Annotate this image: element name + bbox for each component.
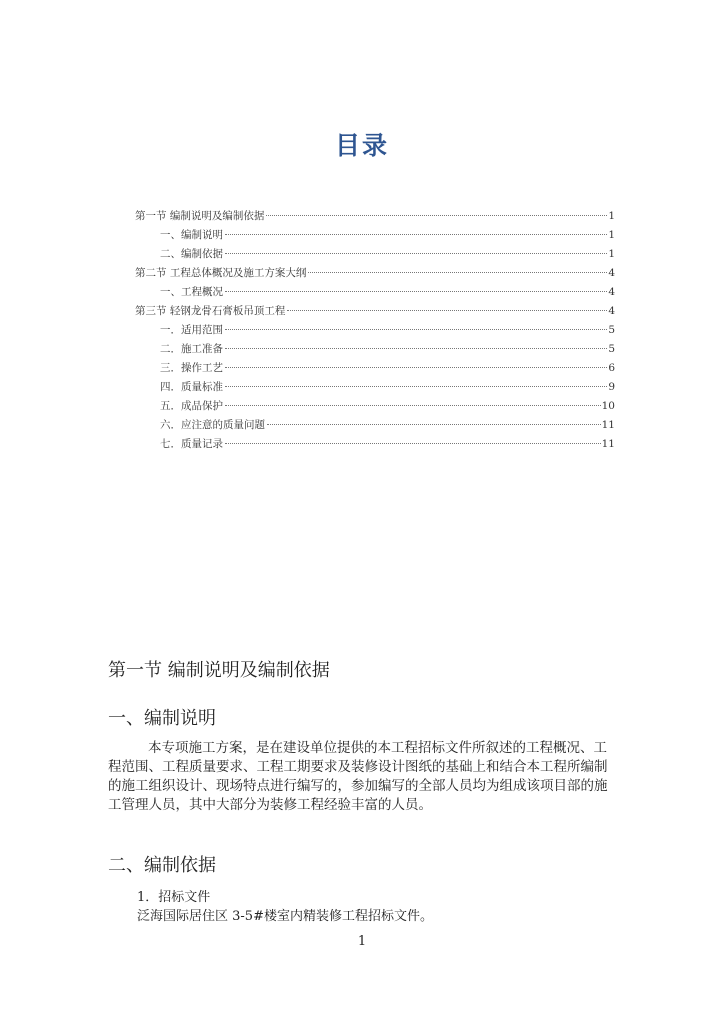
list-item-detail: 泛海国际居住区 3-5#楼室内精装修工程招标文件。	[137, 909, 433, 924]
toc-entry-page: 9	[608, 381, 615, 393]
toc-entry-page: 1	[608, 210, 615, 222]
toc-entry-page: 4	[608, 286, 615, 298]
toc-entry-page: 5	[608, 324, 615, 336]
toc-entry[interactable]	[135, 378, 615, 397]
toc-entry-label: 六．应注意的质量问题	[160, 419, 265, 431]
toc-entry-label: 三．操作工艺	[160, 362, 223, 374]
toc-leader-dots	[287, 310, 607, 311]
list-item-heading: 1．招标文件	[137, 890, 211, 905]
toc-leader-dots	[225, 348, 607, 349]
toc-leader-dots	[225, 234, 607, 235]
toc-entry[interactable]	[135, 416, 615, 435]
page-number: 1	[357, 934, 367, 949]
toc-entry-label: 一．适用范围	[160, 324, 223, 336]
table-of-contents	[135, 207, 615, 454]
toc-leader-dots	[267, 424, 601, 425]
toc-leader-dots	[308, 272, 607, 273]
toc-entry-page: 1	[608, 229, 615, 241]
toc-leader-dots	[225, 253, 607, 254]
toc-entry-page: 1	[608, 248, 615, 260]
toc-entry-page: 10	[601, 400, 615, 412]
toc-entry-page: 4	[608, 305, 615, 317]
toc-entry-page: 5	[608, 343, 615, 355]
toc-entry[interactable]	[135, 302, 615, 321]
body-paragraph: 本专项施工方案，是在建设单位提供的本工程招标文件所叙述的工程概况、工程范围、工程质量要求、工程工期要求及装修设计图纸的基础上和结合本工程所编制的施工组织设计、现场特点进行编写的，参加编写的全部人员均为组成该项目部的施工管理人员，其中大部分为装修工程经验丰富的人员。	[108, 740, 608, 813]
toc-entry-page: 11	[601, 419, 615, 431]
toc-leader-dots	[225, 386, 607, 387]
toc-entry-label: 二．施工准备	[160, 343, 223, 355]
toc-entry[interactable]	[135, 207, 615, 226]
toc-entry[interactable]	[135, 397, 615, 416]
toc-entry[interactable]	[135, 283, 615, 302]
toc-entry-page: 6	[608, 362, 615, 374]
toc-entry[interactable]	[135, 359, 615, 378]
toc-entry-label: 第三节 轻钢龙骨石膏板吊顶工程	[135, 305, 286, 317]
toc-leader-dots	[225, 405, 601, 406]
toc-leader-dots	[225, 329, 607, 330]
toc-title: 目录	[334, 131, 389, 160]
toc-leader-dots	[225, 291, 607, 292]
toc-leader-dots	[266, 215, 607, 216]
toc-entry-label: 四．质量标准	[160, 381, 223, 393]
toc-entry[interactable]	[135, 264, 615, 283]
section-heading: 第一节 编制说明及编制依据	[108, 660, 330, 681]
toc-entry-label: 一、工程概况	[160, 286, 223, 298]
toc-entry-label: 七．质量记录	[160, 438, 223, 450]
toc-entry[interactable]	[135, 321, 615, 340]
toc-leader-dots	[225, 367, 607, 368]
toc-entry-label: 第一节 编制说明及编制依据	[135, 210, 265, 222]
toc-entry[interactable]	[135, 435, 615, 454]
toc-entry[interactable]	[135, 340, 615, 359]
toc-entry[interactable]	[135, 226, 615, 245]
toc-entry-label: 二、编制依据	[160, 248, 223, 260]
toc-leader-dots	[225, 443, 601, 444]
toc-entry-label: 第二节 工程总体概况及施工方案大纲	[135, 267, 307, 279]
subsection-heading-2: 二、编制依据	[108, 855, 216, 876]
toc-entry[interactable]	[135, 245, 615, 264]
toc-entry-page: 4	[608, 267, 615, 279]
subsection-heading-1: 一、编制说明	[108, 708, 216, 729]
toc-entry-page: 11	[601, 438, 615, 450]
toc-entry-label: 五．成品保护	[160, 400, 223, 412]
toc-entry-label: 一、编制说明	[160, 229, 223, 241]
